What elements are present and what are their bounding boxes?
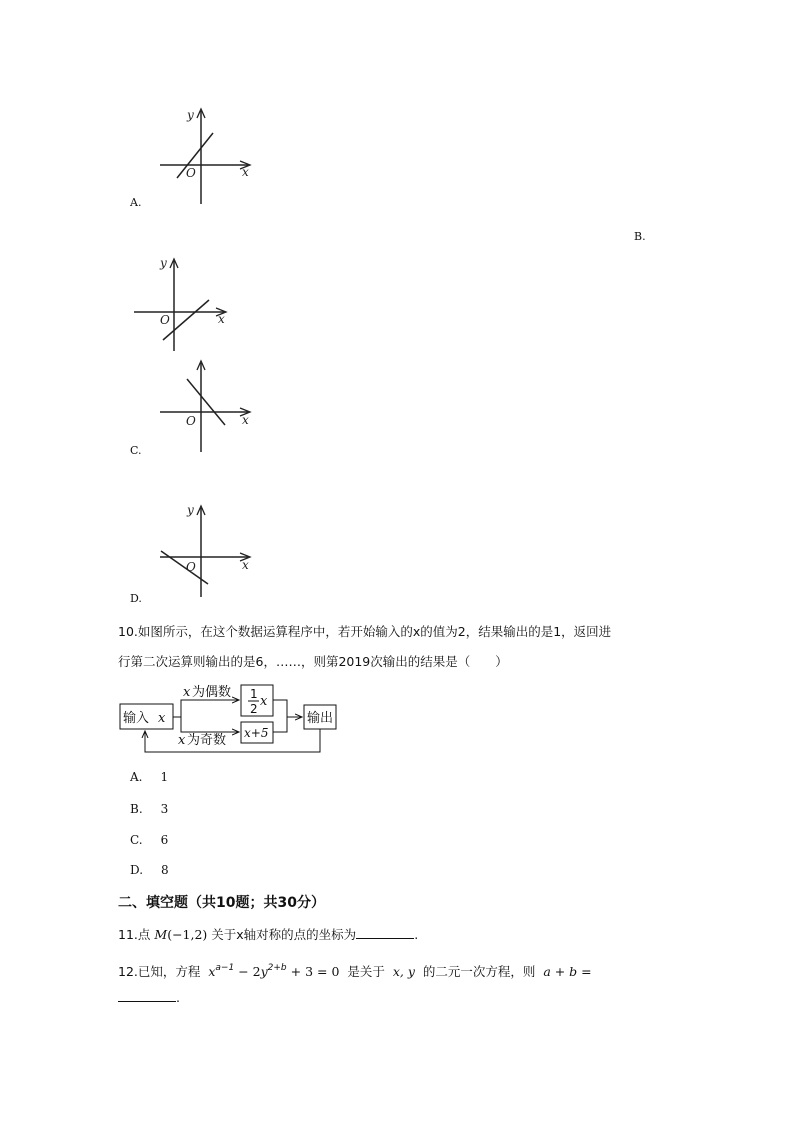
q12-exp2: 2+b: [267, 963, 287, 973]
graph-b-origin-label: O: [160, 313, 170, 327]
question-10-line-2: 行第二次运算则输出的是6，……，则第2019次输出的结果是（ ）: [118, 654, 508, 669]
q12-eq-x: x: [208, 964, 216, 979]
q11-point: M: [154, 927, 168, 942]
option-b-label: B.: [634, 230, 646, 243]
flow-even-label: 为偶数: [192, 685, 232, 700]
flow-half-denominator: 2: [250, 702, 258, 716]
flow-half-numerator: 1: [250, 687, 258, 701]
q12-about: 是关于: [347, 964, 385, 979]
graph-a-x-label: x: [242, 165, 249, 179]
q11-answer-blank[interactable]: [356, 926, 414, 939]
question-12-answer-line: [118, 983, 180, 1013]
section-heading: 二、填空题（共10题；共30分）: [118, 895, 325, 911]
q10-option-d[interactable]: [130, 863, 169, 877]
q10-option-c-value: 6: [160, 833, 169, 847]
q10-option-d-letter: D.: [130, 863, 144, 877]
q12-tail: + 3 = 0: [290, 964, 340, 979]
graph-b-x-label: x: [218, 312, 225, 326]
q11-rest: 关于x轴对称的点的坐标为: [211, 927, 357, 942]
question-12: [118, 953, 592, 987]
question-10-line-1: 10.如图所示，在这个数据运算程序中，若开始输入的x的值为2，结果输出的是1，返回进: [118, 624, 612, 639]
flow-half-var: x: [260, 694, 268, 709]
flow-odd-label: 为奇数: [187, 733, 227, 748]
option-c-label: C.: [130, 444, 142, 457]
graph-b: [130, 255, 240, 355]
graph-a-origin-label: O: [186, 166, 196, 180]
graph-c: [150, 355, 260, 455]
q12-eq-y: y: [260, 964, 268, 979]
graph-d-x-label: x: [242, 558, 249, 572]
q12-rest: 的二元一次方程，则: [422, 964, 536, 979]
flow-output-label: 输出: [307, 711, 334, 726]
option-a-label: A.: [130, 196, 142, 209]
q11-prefix: 11.点: [118, 927, 151, 942]
q10-option-b-value: 3: [160, 802, 169, 816]
program-flowchart: [115, 682, 355, 758]
flow-odd-var: x: [178, 733, 186, 748]
q10-option-a-value: 1: [160, 770, 169, 784]
q12-prefix: 12.已知，方程: [118, 964, 201, 979]
flow-input-label: 输入: [123, 711, 150, 726]
graph-b-y-label: y: [160, 256, 167, 270]
flow-even-var: x: [183, 685, 191, 700]
graph-a: [150, 105, 260, 210]
q12-vars: x, y: [392, 964, 415, 979]
flow-plus5-label: x+5: [244, 726, 269, 740]
q12-end: .: [176, 990, 180, 1005]
q10-option-d-value: 8: [161, 863, 169, 877]
q12-mid: − 2: [238, 964, 261, 979]
q11-end: .: [414, 927, 419, 942]
q10-option-a[interactable]: [130, 770, 168, 784]
graph-c-x-label: x: [242, 413, 249, 427]
q10-option-c[interactable]: [130, 833, 168, 847]
graph-d-origin-label: O: [186, 560, 196, 574]
question-11: [118, 920, 418, 950]
q12-exp1: a−1: [215, 963, 235, 973]
option-d-label: D.: [130, 592, 142, 605]
flow-input-var: x: [158, 711, 166, 726]
graph-d-y-label: y: [187, 503, 194, 517]
graph-c-origin-label: O: [186, 414, 196, 428]
q11-coords: (−1,2): [167, 927, 208, 942]
q10-option-b-letter: B.: [130, 802, 143, 816]
q10-option-b[interactable]: [130, 802, 168, 816]
q10-option-c-letter: C.: [130, 833, 143, 847]
graph-a-y-label: y: [187, 108, 194, 122]
q12-answer-blank[interactable]: [118, 989, 176, 1002]
graph-d: [150, 500, 260, 600]
q10-option-a-letter: A.: [130, 770, 143, 784]
q12-ask: a + b =: [543, 964, 592, 979]
